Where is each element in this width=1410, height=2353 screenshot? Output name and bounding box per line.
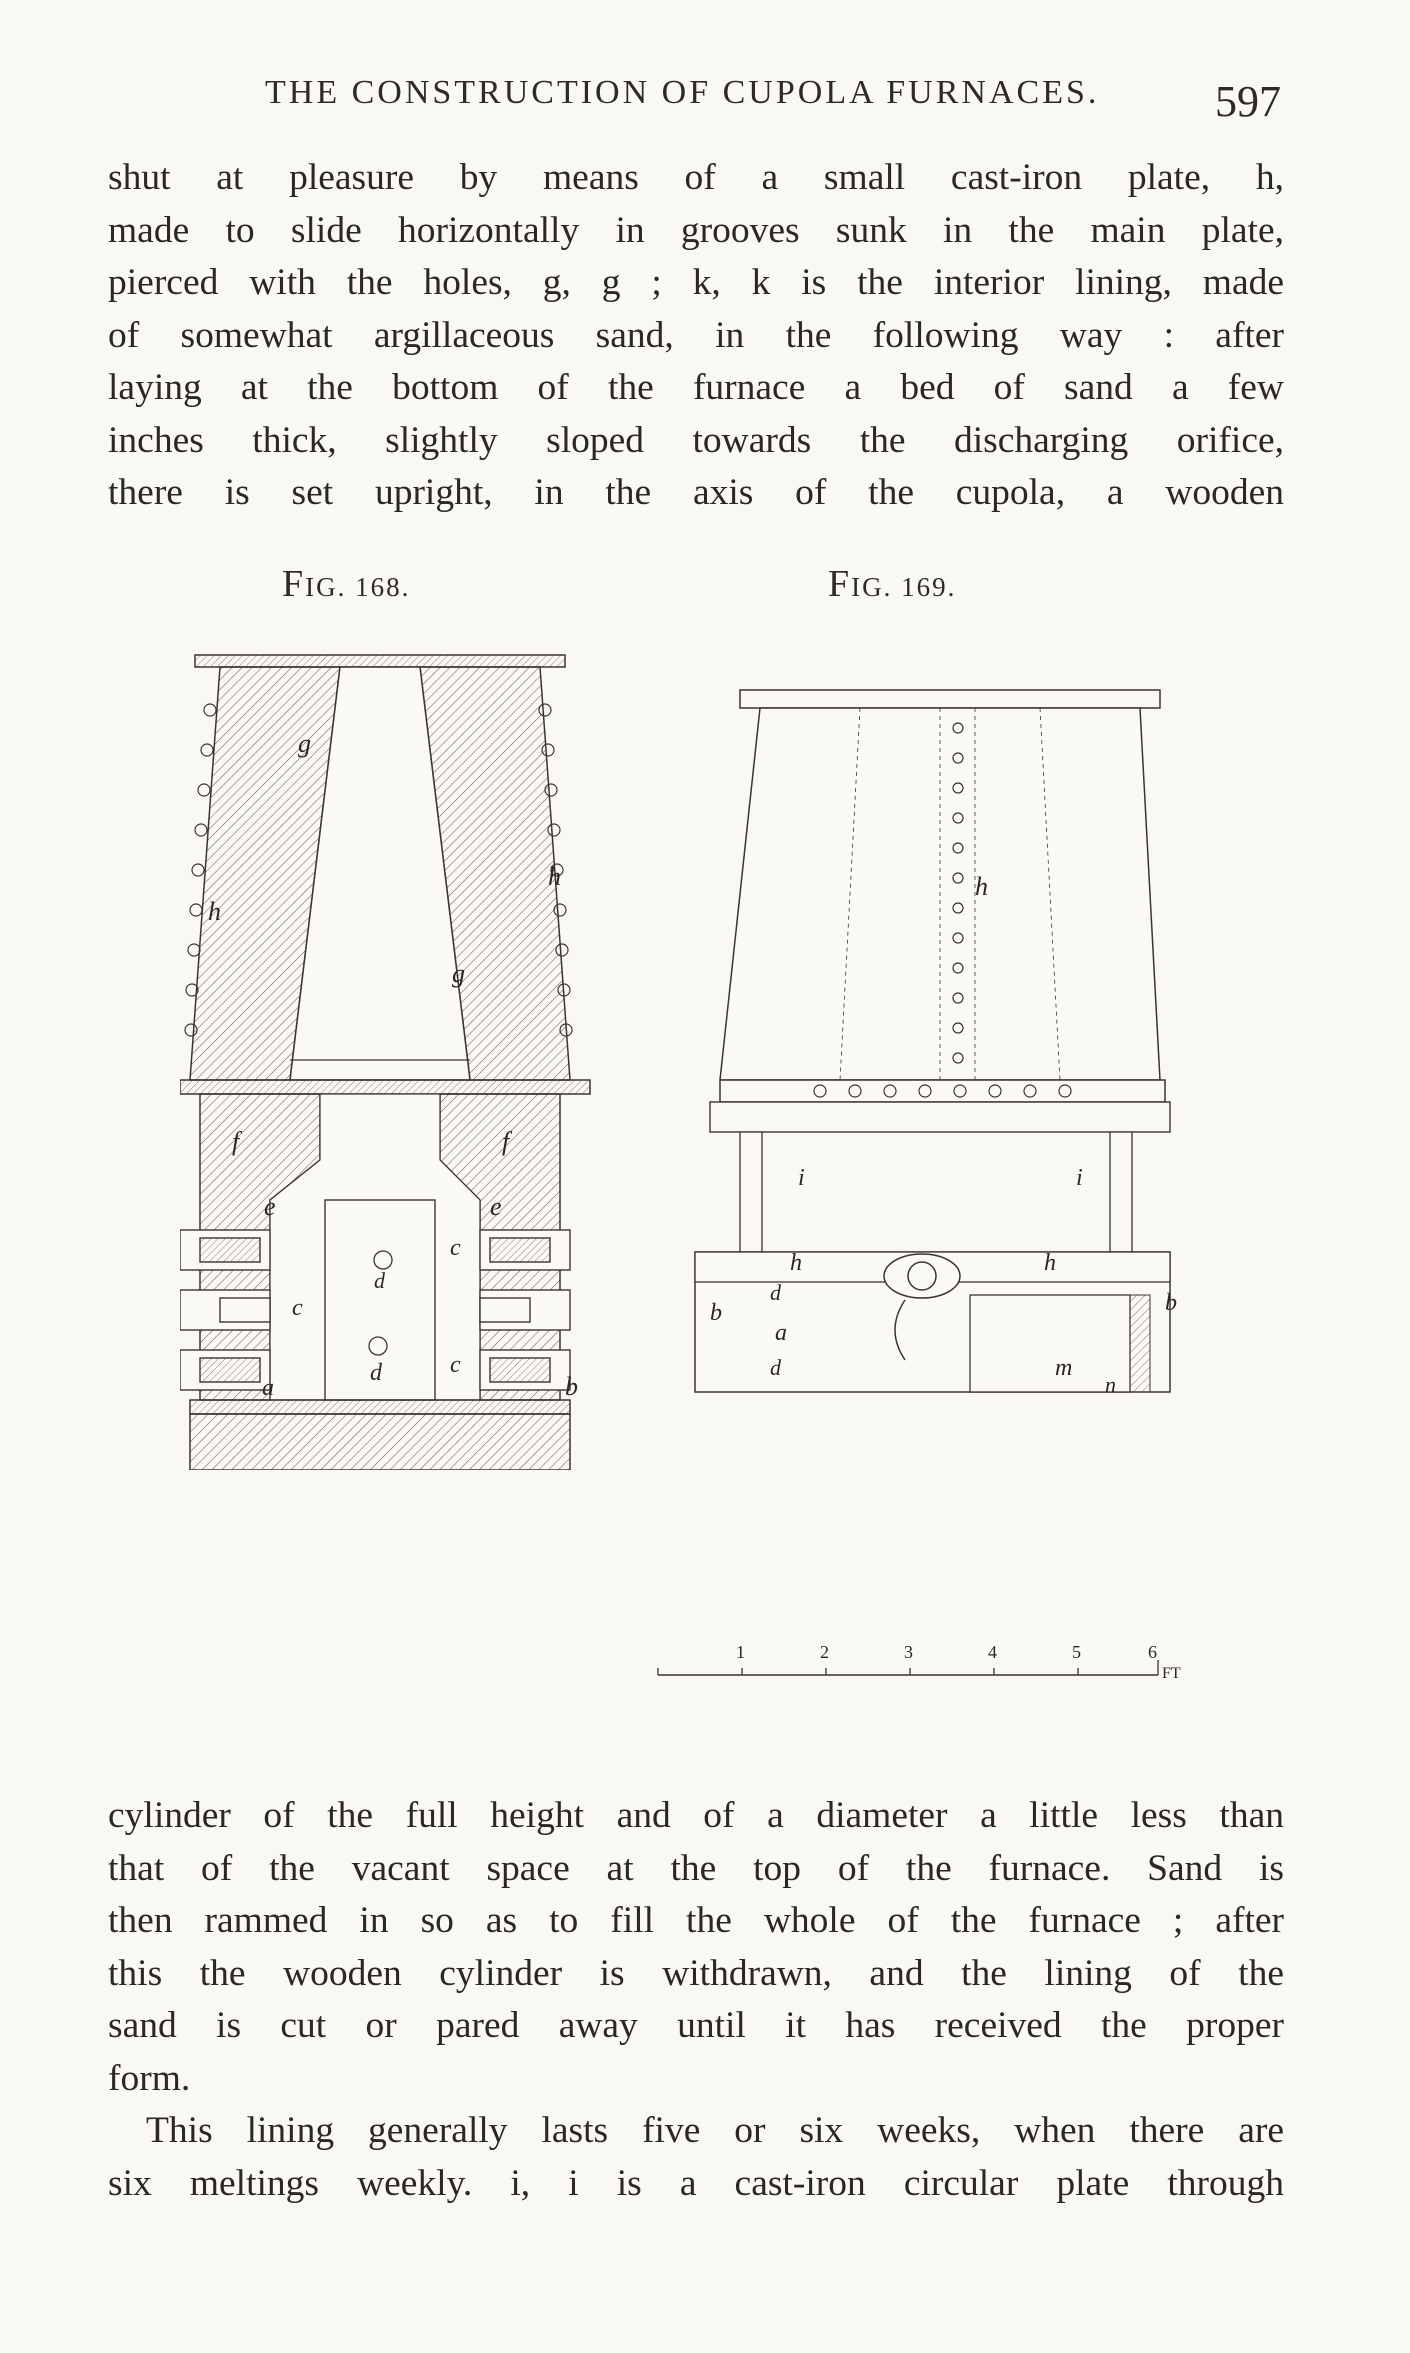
caption-initial: F	[828, 563, 852, 605]
scale-tick-label: 2	[820, 1642, 829, 1662]
text-line: then rammed in so as to fill the whole of the furnace ; after	[108, 1900, 1284, 1941]
label-m: m	[1055, 1355, 1073, 1381]
label-h: h	[208, 897, 221, 926]
label-i: i	[798, 1165, 805, 1191]
label-f: f	[502, 1127, 510, 1156]
label-h: h	[790, 1250, 802, 1276]
caption-rest: IG. 168.	[305, 572, 411, 602]
foundation	[190, 1414, 570, 1470]
label-h: h	[975, 872, 988, 901]
text-line: shut at pleasure by means of a small cast-iron plate, h,	[108, 157, 1284, 198]
text-line: of somewhat argillaceous sand, in the following way : after	[108, 314, 1284, 356]
label-a: a	[262, 1375, 274, 1401]
figure-169-cupola-elevation	[640, 680, 1180, 1400]
label-b: b	[710, 1300, 722, 1326]
label-e: e	[490, 1192, 502, 1221]
bottom-paragraph	[108, 1790, 1284, 2210]
lower-frame	[710, 1102, 1170, 1132]
scale-ticks	[658, 1660, 1158, 1675]
label-f: f	[232, 1127, 240, 1156]
middle-flange	[180, 1080, 590, 1094]
label-n: n	[1105, 1372, 1116, 1397]
label-d: d	[370, 1360, 382, 1386]
text-line: made to slide horizontally in grooves sunk in the main plate,	[108, 209, 1284, 251]
label-d: d	[770, 1280, 781, 1305]
label-g: g	[298, 729, 311, 758]
label-e: e	[264, 1192, 276, 1221]
scale-tick-label: 1	[736, 1642, 745, 1662]
caption-rest: IG. 169.	[851, 572, 957, 602]
text-line: form.	[108, 2057, 191, 2099]
scale-tick-label: 4	[988, 1642, 997, 1662]
text-line: This lining generally lasts five or six weeks, when there are	[146, 2110, 1284, 2151]
label-c: c	[450, 1352, 461, 1378]
figure-169-caption	[828, 562, 956, 606]
label-i: i	[1076, 1165, 1083, 1191]
text-line: inches thick, slightly sloped towards the discharging orifice,	[108, 419, 1284, 461]
figure-168-cupola-section	[180, 640, 600, 1470]
label-d: d	[374, 1268, 385, 1293]
text-line: that of the vacant space at the top of the furnace. Sand is	[108, 1847, 1284, 1889]
running-head: THE CONSTRUCTION OF CUPOLA FURNACES.	[265, 74, 1100, 111]
scale-bar	[648, 1630, 1188, 1690]
text-line: laying at the bottom of the furnace a bed of sand a few	[108, 367, 1284, 408]
scale-unit: FT	[1162, 1665, 1181, 1682]
text-line: cylinder of the full height and of a diameter a little less than	[108, 1795, 1284, 1836]
scale-tick-label: 3	[904, 1642, 913, 1662]
figure-168-caption	[282, 562, 410, 606]
label-d: d	[770, 1355, 781, 1380]
label-h: h	[1044, 1250, 1056, 1276]
scale-tick-label: 6	[1148, 1642, 1157, 1662]
label-b: b	[565, 1372, 578, 1401]
text-line: six meltings weekly. i, i is a cast-iron circular plate through	[108, 2162, 1284, 2204]
top-ring	[195, 655, 565, 667]
label-c: c	[292, 1295, 303, 1321]
label-g: g	[452, 959, 465, 988]
page-number: 597	[1215, 77, 1281, 126]
text-line: there is set upright, in the axis of the cupola, a wooden	[108, 472, 1284, 513]
caption-initial: F	[282, 563, 306, 605]
top-paragraph	[108, 152, 1284, 520]
label-c: c	[450, 1235, 461, 1261]
text-line: this the wooden cylinder is withdrawn, and the lining of the	[108, 1952, 1284, 1994]
label-a: a	[775, 1320, 787, 1346]
text-line: pierced with the holes, g, g ; k, k is the interior lining, made	[108, 262, 1284, 303]
hearth-plate	[190, 1400, 570, 1414]
page-header	[0, 70, 1410, 130]
text-line: sand is cut or pared away until it has received the proper	[108, 2005, 1284, 2046]
label-b: b	[1165, 1290, 1177, 1316]
label-h: h	[548, 862, 561, 891]
scale-tick-label: 5	[1072, 1642, 1081, 1662]
